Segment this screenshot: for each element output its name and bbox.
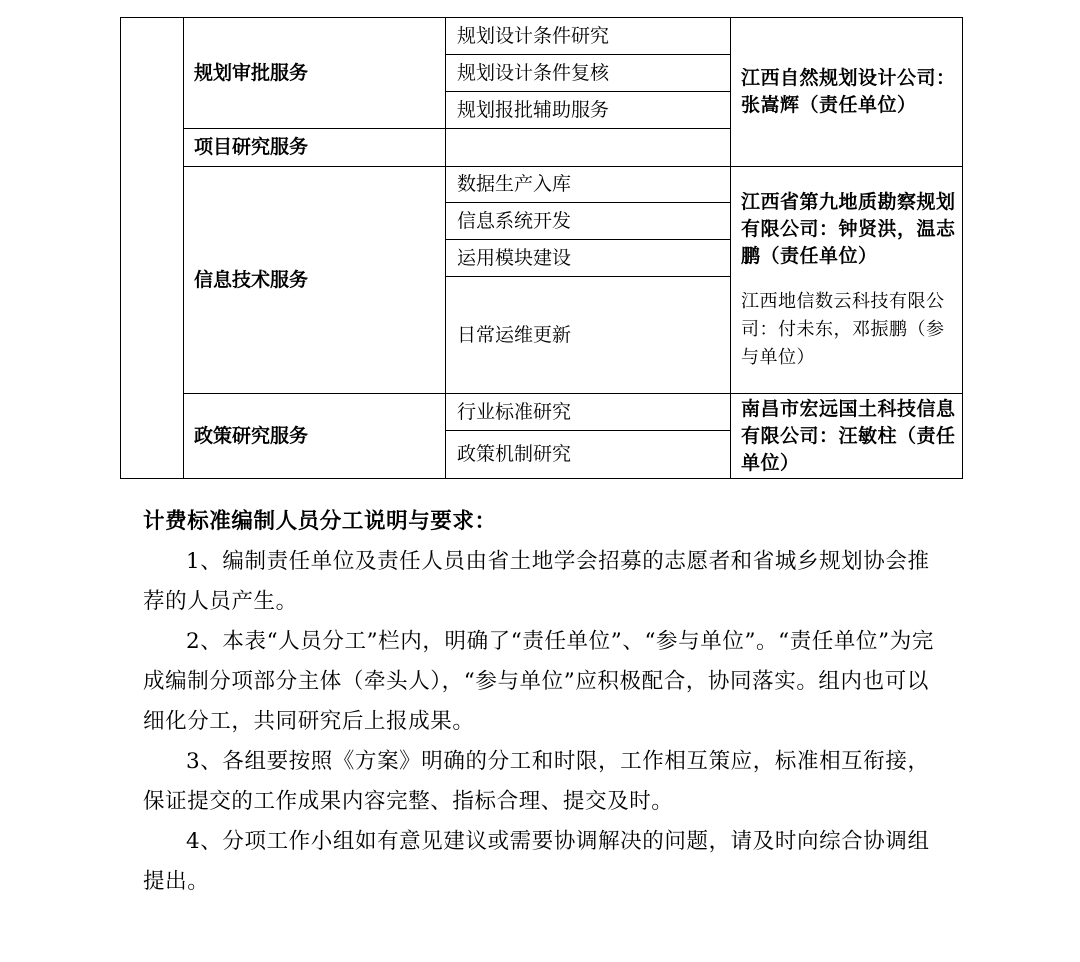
notes-paragraph: 3、各组要按照《方案》明确的分工和时限，工作相互策应，标准相互衔接，保证提交的工作成果内容完整、指标合理、提交及时。 bbox=[143, 749, 930, 814]
item-cell: 规划设计条件研究 bbox=[446, 18, 731, 55]
category-cell: 信息技术服务 bbox=[184, 167, 446, 394]
category-cell: 规划审批服务 bbox=[184, 18, 446, 129]
category-cell: 政策研究服务 bbox=[184, 394, 446, 479]
notes-paragraph: 4、分项工作小组如有意见建议或需要协调解决的问题，请及时向综合协调组提出。 bbox=[143, 829, 930, 894]
item-cell: 规划设计条件复核 bbox=[446, 55, 731, 92]
item-cell: 行业标准研究 bbox=[446, 394, 731, 431]
item-cell: 运用模块建设 bbox=[446, 240, 731, 277]
notes-paragraph: 1、编制责任单位及责任人员由省土地学会招募的志愿者和省城乡规划协会推荐的人员产生。 bbox=[143, 549, 930, 614]
notes-section bbox=[143, 502, 943, 902]
item-cell: 日常运维更新 bbox=[446, 277, 731, 394]
division-table bbox=[120, 17, 963, 479]
notes-heading: 计费标准编制人员分工说明与要求： bbox=[143, 509, 497, 534]
item-cell bbox=[446, 129, 731, 167]
unit-it-sub: 江西地信数云科技有限公司：付未东，邓振鹏（参与单位） bbox=[741, 290, 945, 368]
notes-paragraph: 2、本表“人员分工”栏内，明确了“责任单位”、“参与单位”。“责任单位”为完成编制分项部分主体（牵头人），“参与单位”应积极配合，协同落实。组内也可以细化分工，共同研究后上报成果。 bbox=[143, 629, 934, 734]
item-cell: 政策机制研究 bbox=[446, 431, 731, 479]
unit-cell-it bbox=[731, 167, 963, 394]
unit-cell-policy: 南昌市宏远国土科技信息有限公司：汪敏柱（责任单位） bbox=[731, 394, 963, 479]
item-cell: 信息系统开发 bbox=[446, 203, 731, 240]
item-cell: 数据生产入库 bbox=[446, 167, 731, 203]
blank-left-column bbox=[121, 18, 184, 479]
unit-cell-planning: 江西自然规划设计公司：张嵩辉（责任单位） bbox=[731, 18, 963, 167]
unit-it-main: 江西省第九地质勘察规划有限公司：钟贤洪，温志鹏（责任单位） bbox=[741, 190, 956, 267]
item-cell: 规划报批辅助服务 bbox=[446, 92, 731, 129]
category-cell: 项目研究服务 bbox=[184, 129, 446, 167]
